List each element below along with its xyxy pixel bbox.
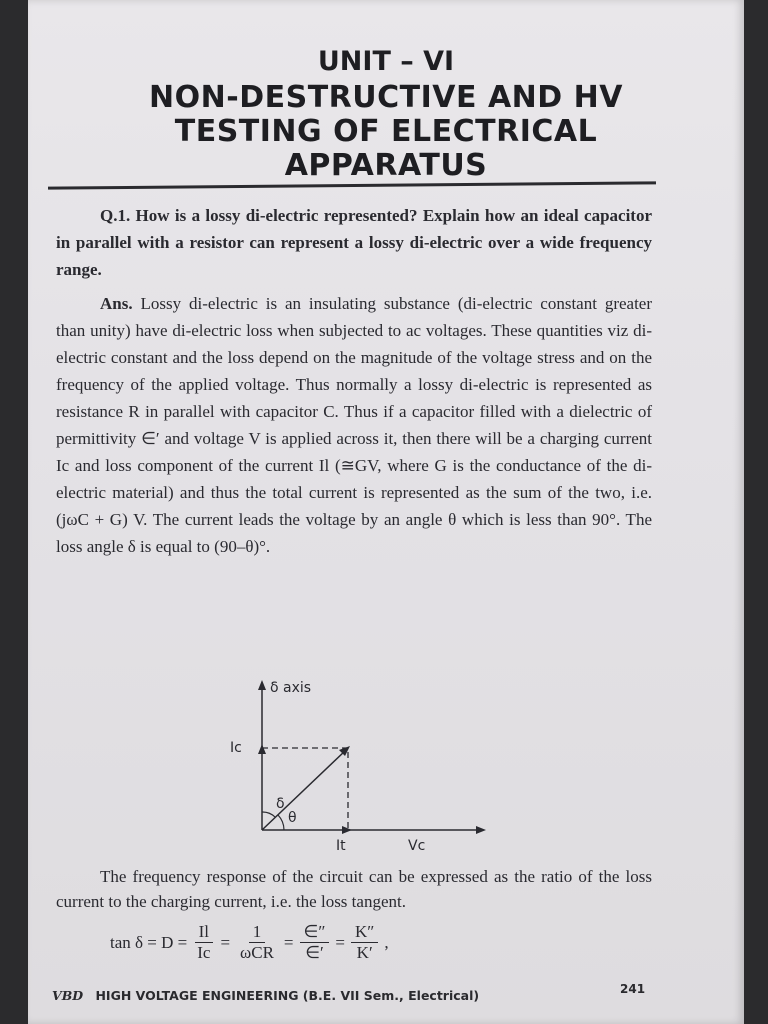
chapter-title-line-2: TESTING OF ELECTRICAL <box>174 114 598 149</box>
fraction-numerator: K″ <box>351 922 378 943</box>
it-label: It <box>336 838 346 854</box>
loss-tangent-formula <box>110 922 389 963</box>
formula-tail: , <box>384 932 389 952</box>
delta-arc <box>262 812 275 817</box>
book-page <box>28 0 744 1024</box>
fraction-numerator: ∈″ <box>300 922 330 943</box>
total-current-vector <box>262 750 346 830</box>
vc-axis-arrow <box>476 826 486 834</box>
publisher-logo: VBD <box>52 988 84 1003</box>
it-arrow <box>342 826 352 834</box>
ic-arrow <box>258 744 266 754</box>
book-title: HIGH VOLTAGE ENGINEERING (B.E. VII Sem., Electrical) <box>95 988 480 1003</box>
equals-sign: = <box>283 932 294 952</box>
fraction-denominator: K′ <box>356 943 373 962</box>
fraction-denominator: ωCR <box>240 943 274 962</box>
chapter-title-line-1: NON-DESTRUCTIVE AND HV <box>149 80 623 115</box>
ic-label: Ic <box>230 740 242 756</box>
vc-label: Vc <box>408 838 426 854</box>
equals-sign: = <box>335 932 345 952</box>
answer-paragraph <box>56 290 652 560</box>
page-footer <box>52 988 479 1003</box>
theta-label: θ <box>288 810 297 826</box>
frequency-paragraph: The frequency response of the circuit can be expressed as the ratio of the loss current to the charging current, i.e. the loss tangent. <box>56 867 652 911</box>
formula-lhs: tan δ = D = <box>110 932 188 952</box>
fraction-il-ic <box>193 922 214 963</box>
equals-sign: = <box>220 932 231 952</box>
fraction-denominator: Ic <box>197 943 211 962</box>
answer-label: Ans. <box>100 294 133 313</box>
fraction-numerator: Il <box>195 922 213 943</box>
fraction-numerator: 1 <box>249 922 266 943</box>
fraction-permittivity <box>300 922 330 963</box>
phasor-diagram <box>218 672 508 862</box>
fraction-k <box>351 922 378 963</box>
answer-text: Lossy di-electric is an insulating substance (di-electric constant greater than unity) have di-electric loss when subjected to ac voltages. These quantities viz di-electric constant and the loss depend on the magnitude of the voltage stress and on the frequency of the applied voltage. Thus normally a lossy di-electric is represented as resistance R in parallel with capacitor C. Thus if a capacitor filled with a dielectric of permittivity ∈′ and voltage V is applied across it, then there will be a charging current Ic and loss component of the current Il (≅GV, where G is the conductance of the di-electric material) and thus the total current is represented as the sum of the two, i.e. (jωC + G) V. The current leads the voltage by an angle θ which is less than 90°. The loss angle δ is equal to (90–θ)°. <box>56 294 652 556</box>
fraction-denominator: ∈′ <box>305 943 324 962</box>
delta-label: δ <box>276 796 285 812</box>
delta-axis-label: δ axis <box>270 680 312 696</box>
page-number: 241 <box>620 982 646 996</box>
chapter-title-line-3: APPARATUS <box>284 148 488 183</box>
delta-axis-arrow <box>258 680 266 690</box>
theta-arc <box>278 815 284 830</box>
question-text: Q.1. How is a lossy di-electric represented? Explain how an ideal capacitor in parallel with a resistor can represent a lossy di-electric over a wide frequency range. <box>56 206 652 279</box>
fraction-one-omega-cr <box>236 922 278 963</box>
unit-heading: UNIT – VI <box>317 46 455 77</box>
